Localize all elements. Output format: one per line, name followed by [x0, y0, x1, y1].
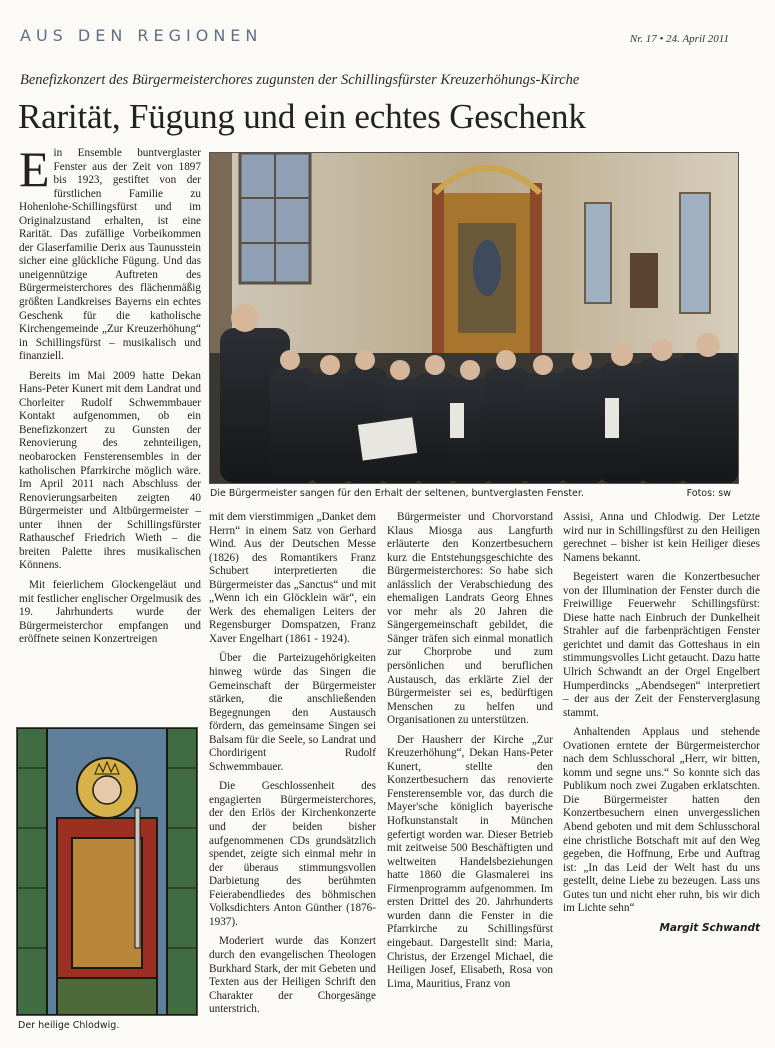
- stained-glass-photo: [16, 727, 198, 1016]
- paragraph: Die Geschlossenheit des engagierten Bürgermeisterchores, der den Erlös der Kirchenkonzerte und der beiden bisher aufgenommenen CDs grundsätzlich spendet, zeigte sich einmal mehr in der überaus stimmungsvollen Darbietung des berühmten Feierabendliedes des böhmischen Volksdichters Anton Günther (1876-1937).: [209, 780, 376, 928]
- article-kicker: Benefizkonzert des Bürgermeisterchores zugunsten der Schillingsfürster Kreuzerhöhungs-Kirche: [20, 72, 580, 88]
- paragraph: Assisi, Anna und Chlodwig. Der Letzte wird nur in Schillingsfürst zu den Heiligen gerechnet – bisher ist kein Heiliger dieses Namens bekannt.: [563, 511, 760, 564]
- paragraph: mit dem vierstimmigen „Danket dem Herrn“ in einem Satz von Gerhard Wind. Aus der Deutschen Messe (1826) des Romantikers Franz Schubert interpretierten die Bürgermeister das „Sanctus“ und mit „Wenn ich ein Glöcklein wär“, ein Werk des ehemaligen Leiters der Regensburger Domspatzen, Franz Xaver Engelhart (1861 - 1924).: [209, 511, 376, 645]
- paragraph: Anhaltenden Applaus und stehende Ovationen erntete der Bürgermeisterchor nach dem Schlusschoral „Herr, wir bitten, komm und segne uns.“ So konnte sich das Publikum noch zwei Zugaben erklatschten. Die Bürgermeister hatten den Konzertbesuchern einen unvergesslichen Abend geboten und mit dem Schlusschoral eine christliche Botschaft mit auf den Weg gegeben, die Hoffnung, Erbe und Auftrag ist: „In das Leid der Welt hast du uns gestellt, deine Liebe zu bezeugen. Lass uns Gutes tun und nicht eher ruhn, bis wir dich im Lichte sehn“: [563, 726, 760, 915]
- paragraph: Der Hausherr der Kirche „Zur Kreuzerhöhung“, Dekan Hans-Peter Kunert, stellte den Konzertbesuchern das renovierte Fensterensemble vor, das durch die Mayer'sche königlich bayerische Hofkunstanstalt in München gefertigt worden war. Dieser Betrieb mit zeitweise 500 Beschäftigten und weltweiten Handelsbeziehungen hatte 1860 die Glasmalerei ins Firmenprogramm aufgenommen. Im ersten Drittel des 20. Jahrhunderts wurden dann die Fenster in die Pfarrkirche zu Schillingsfürst eingebaut. Dargestellt sind: Maria, Christus, der Erzengel Michael, die Heiligen Josef, Elisabeth, Rosa von Lima, Mauritius, Franz von: [387, 733, 553, 990]
- issue-date: Nr. 17 • 24. April 2011: [629, 33, 729, 45]
- paragraph: Moderiert wurde das Konzert durch den evangelischen Theologen Burkhard Stark, der mit Gebeten und Texten aus der Heiligen Schrift den Charakter der Chorgesänge unterstrich.: [209, 935, 376, 1016]
- section-label: AUS DEN REGIONEN: [20, 26, 263, 45]
- choir-photo-image: [210, 153, 738, 483]
- paragraph-text: in Ensemble buntverglaster Fenster aus der Zeit von 1897 bis 1923, gestiftet von der fürstlichen Familie zu Hohenlohe-Schillingsfürst und im Originalzustand erhalten, ist eine Rarität. Das zufällige Vorbeikommen der Glaserfamilie Derix aus Taunusstein sicher eine glückliche Fügung. Und das uneigennützige Auftreten des Bürgermeisterchores des flächenmäßig größten Landkreises Bayerns ein echtes Geschenk für die katholische Kirchengemeinde „Zur Kreuzerhöhung“ in Schillingsfürst – musikalisch und finanziell.: [19, 147, 201, 363]
- choir-photo: [209, 152, 739, 484]
- dropcap-letter: E: [19, 141, 50, 197]
- article-column-4: [563, 511, 760, 935]
- article-author: Margit Schwandt: [659, 921, 760, 934]
- article-column-1: [19, 141, 201, 653]
- choir-photo-caption: Die Bürgermeister sangen für den Erhalt der seltenen, buntverglasten Fenster.: [210, 488, 584, 499]
- article-headline: Rarität, Fügung und ein echtes Geschenk: [18, 97, 586, 136]
- paragraph: [19, 141, 201, 364]
- photo-credit: Fotos: sw: [686, 488, 731, 499]
- article-column-3: [387, 511, 553, 997]
- stained-glass-image: [17, 728, 197, 1015]
- paragraph: Mit feierlichem Glockengeläut und mit festlicher englischer Orgelmusik des 19. Jahrhunderts wurde der Bürgermeisterchor empfangen und eröffnete seinen Konzertreigen: [19, 578, 201, 646]
- paragraph: Bereits im Mai 2009 hatte Dekan Hans-Peter Kunert mit dem Landrat und Chorleiter Rudolf Schwemmbauer Kontakt aufgenommen, ob ein Benefizkonzert zu Gunsten der Renovierung des zehnteiligen, neobarocken Fensterensembles in der katholischen Pfarrkirche möglich wäre. Im April 2011 nach Abschluss der Renovierungsarbeiten zeigten 40 Bürgermeister und Altbürgermeister – unter ihnen der Schillingsfürster Rathauschef Friedrich Wieth – die breiten Palette ihres musikalischen Könnens.: [19, 369, 201, 572]
- paragraph: Bürgermeister und Chorvorstand Klaus Miosga aus Langfurth erläuterte den Konzertbesuchern kurz die Entstehungsgeschichte des Bürgermeisterchores: So habe sich anlässlich der Verabschiedung des ehemaligen Landrats Georg Ehnes vor mehr als 20 Jahren die Sängergemeinschaft gebildet, die Sänger träfen sich einmal monatlich zur Chorprobe und zum persönlichen und beruflichen Austausch, das erklärte Ziel der Bürgermeister sei es, bedürftigen Menschen zu helfen und Organisationen zu unterstützen.: [387, 511, 553, 727]
- paragraph: Begeistert waren die Konzertbesucher von der Illumination der Fenster durch die Freiwillige Feuerwehr Schillingsfürst: Diese hatte nach Einbruch der Dunkelheit Strahler auf die farbenprächtigen Fenster gerichtet und damit das Gotteshaus in ein stimmungsvolles Licht getaucht. Dazu hatte Ulrich Schwandt an der Orgel Engelbert Humperdincks „Abendsegen“ interpretiert – der aus der Zeit der Fensterverglasung stammt.: [563, 571, 760, 719]
- paragraph: Über die Parteizugehörigkeiten hinweg würde das Singen die Gemeinschaft der Bürgermeister stärken, die anschließenden Begegnungen den Austausch fördern, das gemeinsame Singen sei Balsam für die Seele, so Landrat und Chordirigent Rudolf Schwemmbauer.: [209, 652, 376, 773]
- stained-glass-caption: Der heilige Chlodwig.: [18, 1020, 120, 1031]
- article-column-2: [209, 511, 376, 1023]
